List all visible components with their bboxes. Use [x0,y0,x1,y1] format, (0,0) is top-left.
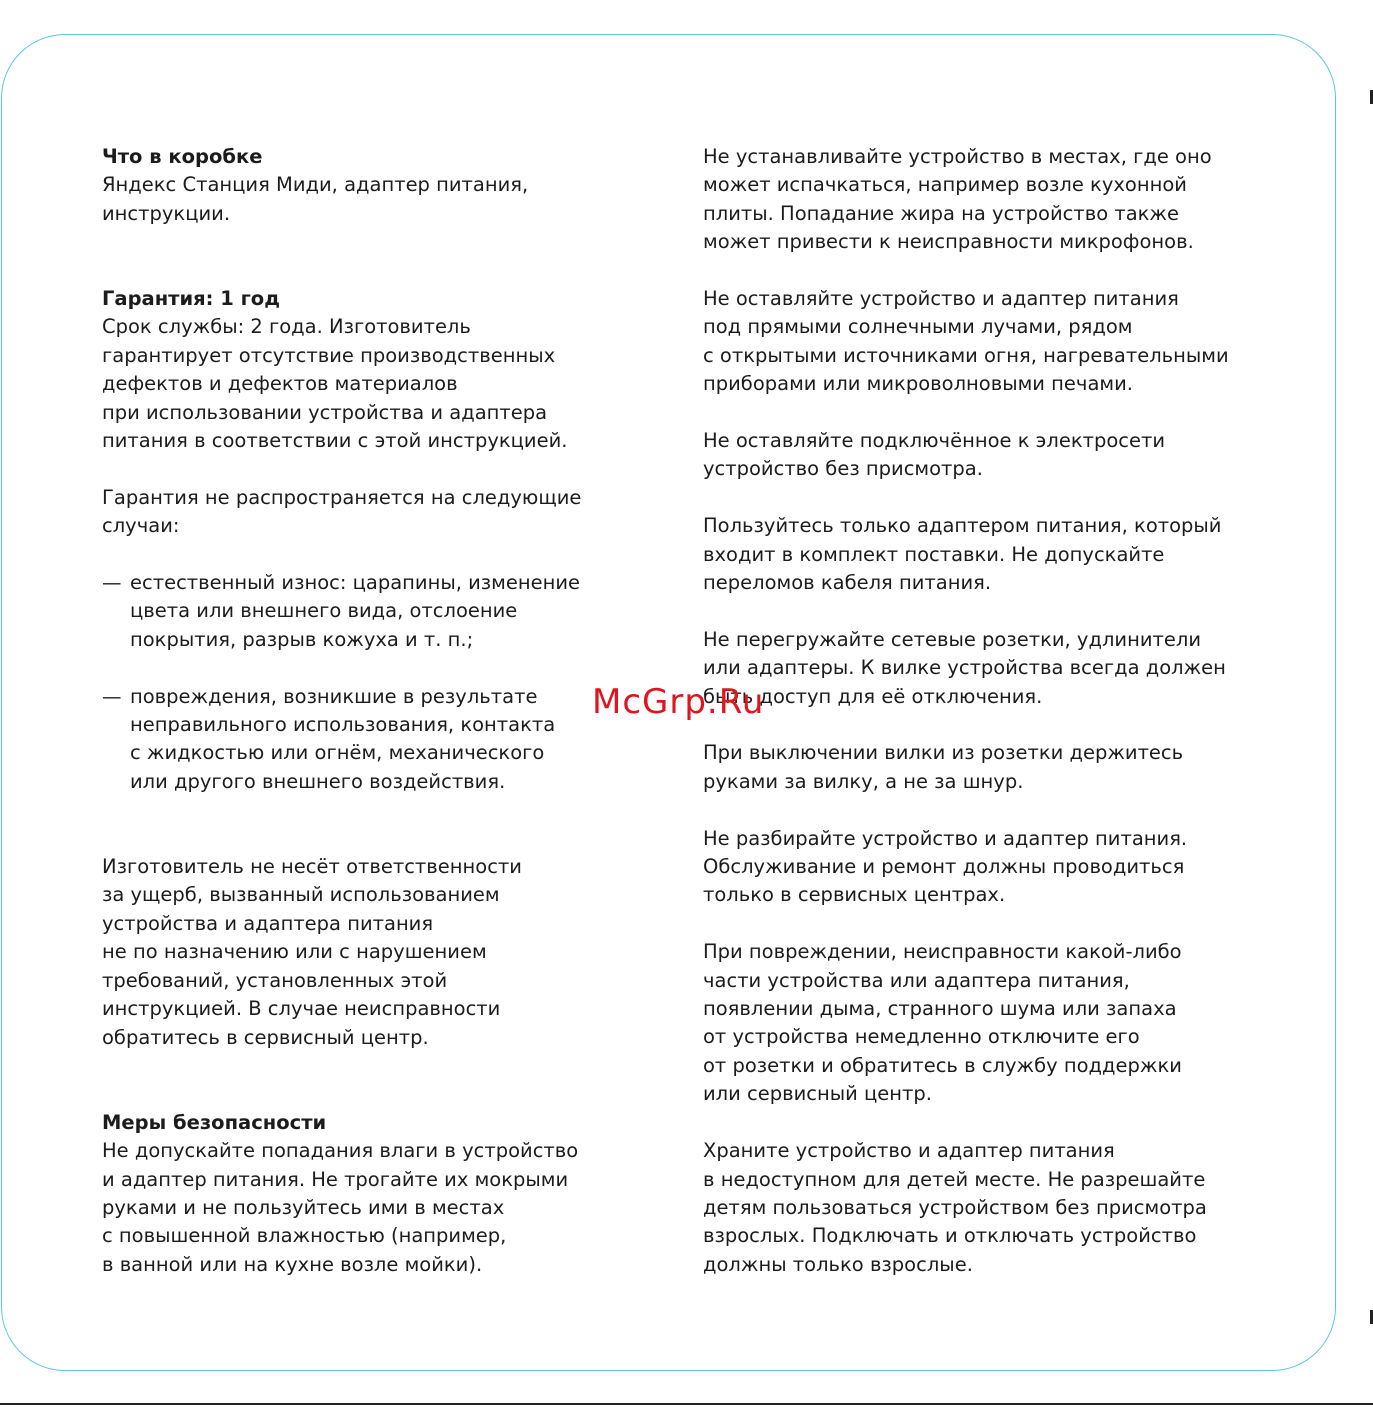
safety-paragraph: При выключении вилки из розетки держитесь руками за вилку, а не за шнур. [703,741,1184,793]
box-contents-text: Яндекс Станция Миди, адаптер питания, инструкции. [102,173,529,225]
safety-paragraph: Храните устройство и адаптер питания в недоступном для детей месте. Не разрешайте детям пользоваться устройством без присмотра взрослых. Подключать и отключать устройство должны только взрослые. [703,1139,1207,1276]
warranty-section [102,285,662,1052]
exclusion-item [102,569,662,654]
right-column [703,143,1328,1279]
page-bottom-rule [0,1403,1373,1405]
safety-title: Меры безопасности [102,1110,327,1134]
safety-paragraph: Не устанавливайте устройство в местах, где оно может испачкаться, например возле кухонной плиты. Попадание жира на устройство также может привести к неисправности микрофонов. [703,145,1212,254]
safety-paragraph: Не разбирайте устройство и адаптер питания. Обслуживание и ремонт должны проводиться только в сервисных центрах. [703,826,1188,907]
liability-text: Изготовитель не несёт ответственности за ущерб, вызванный использованием устройства и адаптера питания не по назначению или с нарушением требований, установленных этой инструкцией. В случае неисправности обратитесь в сервисный центр. [102,855,522,1049]
warranty-title: Гарантия: 1 год [102,287,280,311]
safety-section [102,1109,662,1279]
box-contents-section [102,143,662,228]
bullet-dash: — [102,684,122,708]
box-contents-title: Что в коробке [102,145,263,168]
safety-paragraph: Не перегружайте сетевые розетки, удлинители или адаптеры. К вилке устройства всегда должен быть доступ для её отключения. [703,627,1226,708]
watermark: McGrp.Ru [592,682,765,722]
safety-paragraph: При повреждении, неисправности какой-либо части устройства или адаптера питания, появлении дыма, странного шума или запаха от устройства немедленно отключите его от розетки и обратитесь в службу поддержки или сервисный центр. [703,940,1182,1106]
warranty-exclusions-intro: Гарантия не распространяется на следующие случаи: [102,485,582,538]
safety-paragraph: Не оставляйте устройство и адаптер питания под прямыми солнечными лучами, рядом с открытыми источниками огня, нагревательными приборами или микроволновыми печами. [703,287,1229,396]
left-column [102,143,662,1279]
warranty-text: Срок службы: 2 года. Изготовитель гарантирует отсутствие производственных дефектов и дефектов материалов при использовании устройства и адаптера питания в соответствии с этой инструкцией. [102,315,568,453]
exclusion-item [102,683,662,797]
exclusion-text: естественный износ: царапины, изменение цвета или внешнего вида, отслоение покрытия, разрыв кожуха и т. п.; [130,571,581,651]
exclusion-text: повреждения, возникшие в результате неправильного использования, контакта с жидкостью или огнём, механического или другого внешнего воздействия. [130,684,556,793]
safety-paragraph: Не оставляйте подключённое к электросети устройство без присмотра. [703,429,1166,481]
safety-paragraph: Пользуйтесь только адаптером питания, который входит в комплект поставки. Не допускайте переломов кабеля питания. [703,514,1222,595]
safety-text: Не допускайте попадания влаги в устройство и адаптер питания. Не трогайте их мокрыми руками и не пользуйтесь ими в местах с повышенной влажностью (например, в ванной или на кухне возле мойки). [102,1139,579,1276]
bullet-dash: — [102,571,122,595]
